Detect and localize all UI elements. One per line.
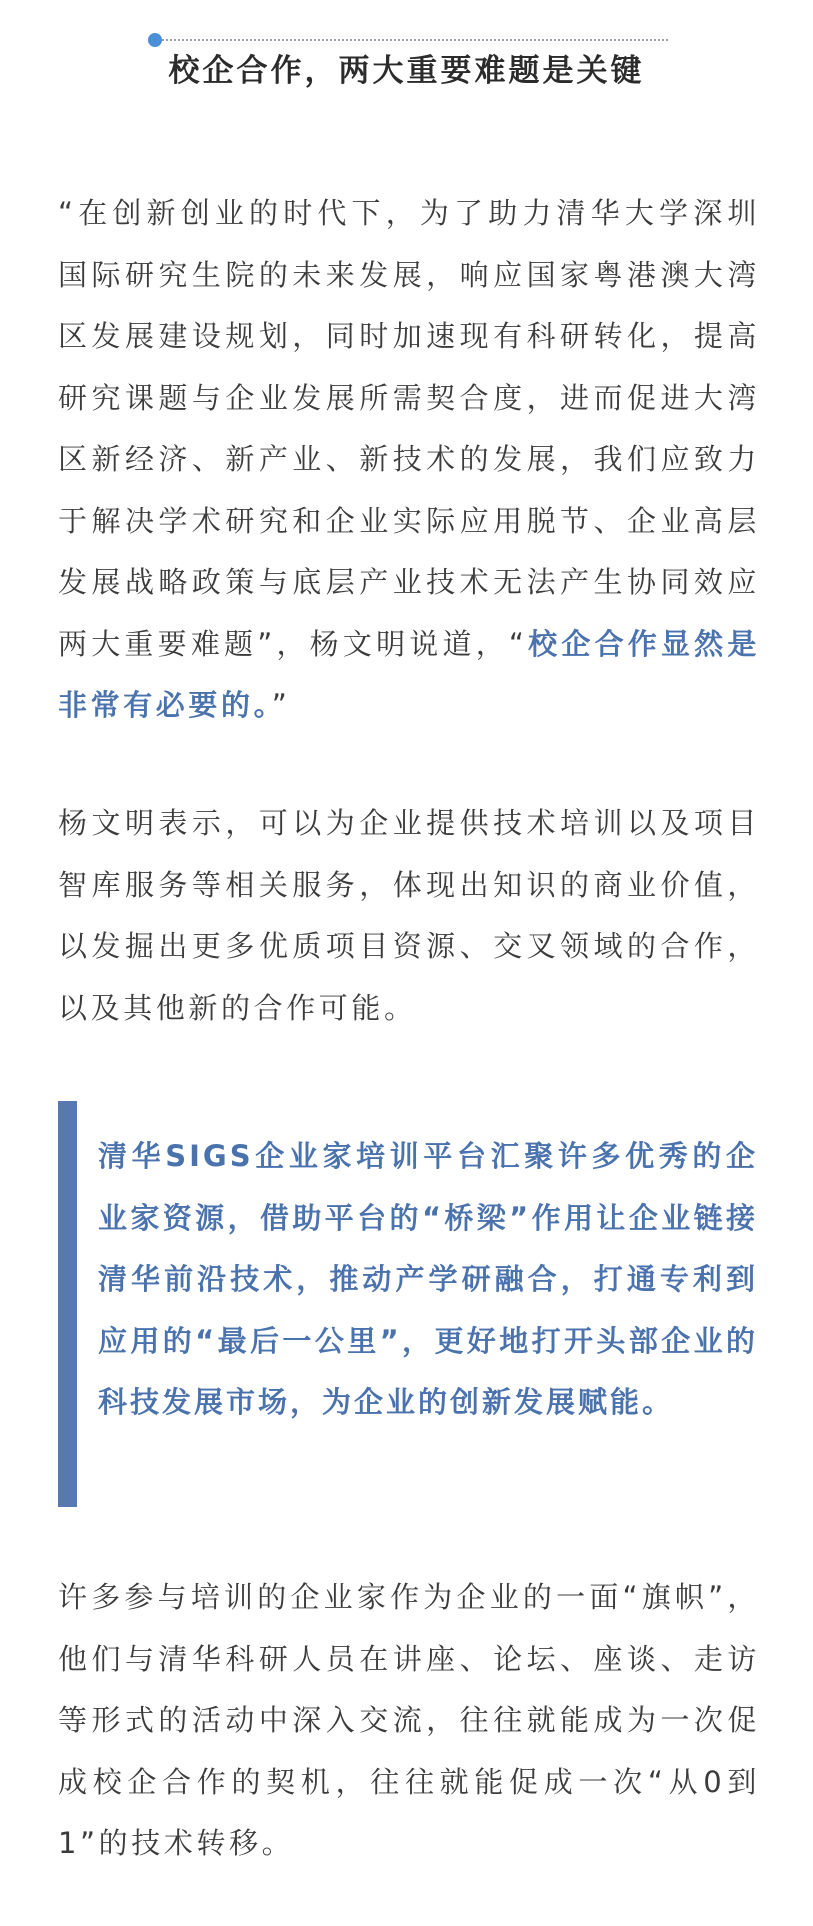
paragraph-text: “在创新创业的时代下，为了助力清华大学深圳国际研究生院的未来发展，响应国家粤港澳大湾区发展建设规划，同时加速现有科研转化，提高研究课题与企业发展所需契合度，进而促进大湾区新经济、新产业、新技术的发展，我们应致力于解决学术研究和企业实际应用脱节、企业高层发展战略政策与底层产业技术无法产生协同效应两大重要难题”，杨文明说道，“	[58, 196, 760, 661]
header-dot-icon	[148, 33, 162, 47]
highlighted-quote-text: 校企合作显然是非常有必要的。	[58, 626, 760, 722]
article-paragraph-2: 杨文明表示，可以为企业提供技术培训以及项目智库服务等相关服务，体现出知识的商业价值，以发掘出更多优质项目资源、交叉领域的合作，以及其他新的合作可能。	[58, 806, 760, 1025]
dotted-rule	[162, 39, 668, 41]
article-paragraph-3: 许多参与培训的企业家作为企业的一面“旗帜”，他们与清华科研人员在讲座、论坛、座谈、走访等形式的活动中深入交流，往往就能成为一次促成校企合作的契机，往往就能促成一次“从0到1”的技术转移。	[58, 1580, 760, 1860]
section-header-divider	[148, 33, 668, 47]
blockquote-bar	[58, 1101, 77, 1507]
article-paragraph-1	[58, 183, 760, 737]
blockquote-text: 清华SIGS企业家培训平台汇聚许多优秀的企业家资源，借助平台的“桥梁”作用让企业链接清华前沿技术，推动产学研融合，打通专利到应用的“最后一公里”，更好地打开头部企业的科技发展市场，为企业的创新发展赋能。	[98, 1139, 758, 1419]
section-title: 校企合作，两大重要难题是关键	[168, 53, 645, 89]
blockquote	[58, 1101, 760, 1507]
closing-quote-mark: ”	[271, 688, 291, 722]
